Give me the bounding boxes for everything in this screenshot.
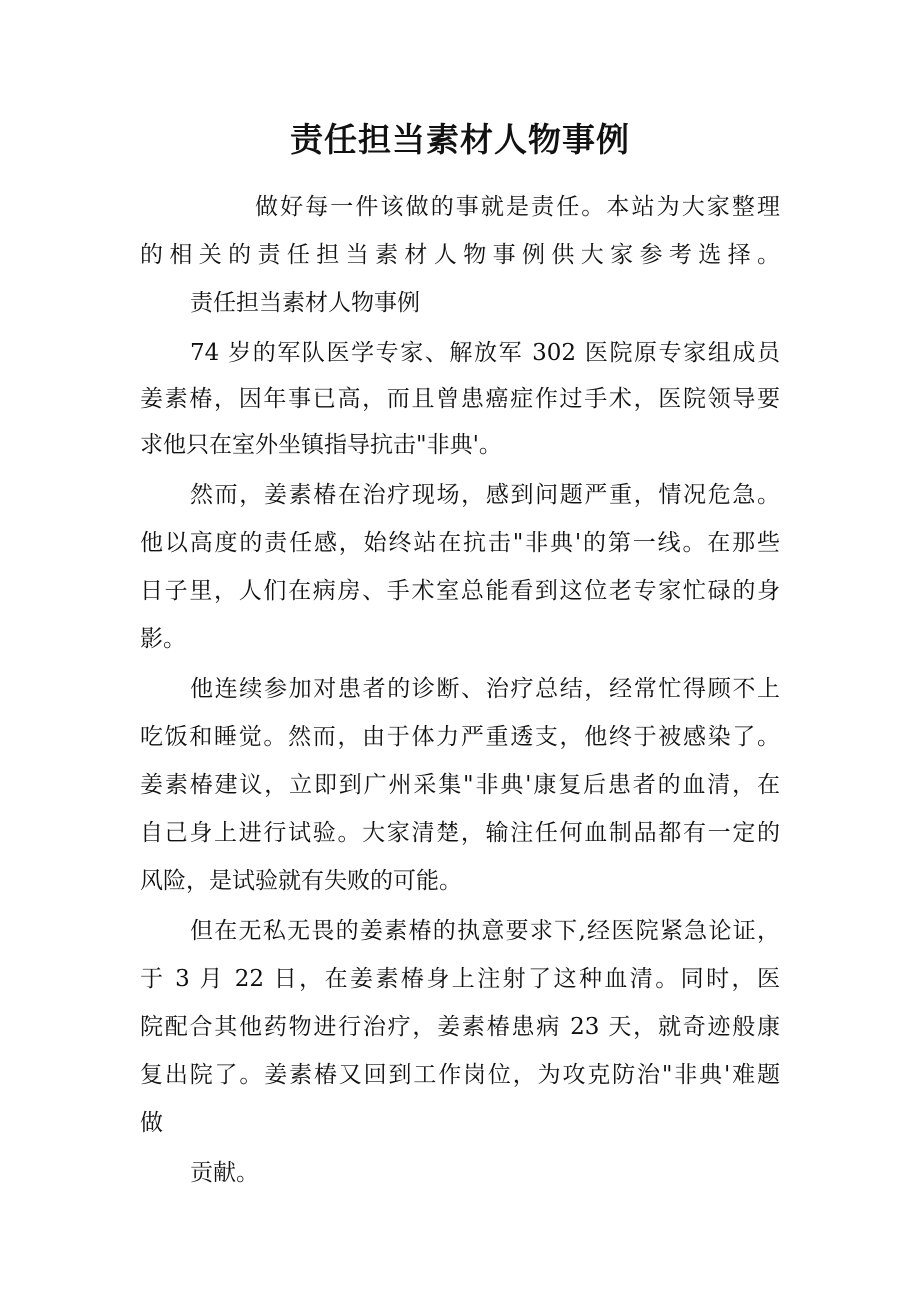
paragraph-line: 做 bbox=[140, 1110, 163, 1136]
paragraph-line: 贡献。 bbox=[190, 1160, 259, 1186]
paragraph-line: 但在无私无畏的姜素椿的执意要求下,经医院紧急论证， bbox=[190, 918, 780, 944]
paragraph-line: 的相关的责任担当素材人物事例供大家参考选择。 bbox=[140, 242, 780, 268]
paragraph-line: 吃饭和睡觉。然而，由于体力严重透支，他终于被感染了。 bbox=[140, 724, 780, 750]
paragraph-line: 风险，是试验就有失败的可能。 bbox=[140, 868, 462, 894]
paragraph-line: 复出院了。姜素椿又回到工作岗位，为攻克防治"非典'难题 bbox=[140, 1062, 780, 1088]
paragraph-line: 日子里，人们在病房、手术室总能看到这位老专家忙碌的身 bbox=[140, 578, 780, 604]
paragraph-line: 姜素椿建议，立即到广州采集"非典'康复后患者的血清，在 bbox=[140, 772, 780, 798]
paragraph-line: 影。 bbox=[140, 626, 186, 652]
paragraph-line: 74 岁的军队医学专家、解放军 302 医院原专家组成员 bbox=[190, 340, 780, 366]
paragraph-line: 姜素椿，因年事已高，而且曾患癌症作过手术，医院领导要 bbox=[140, 386, 780, 412]
paragraph-line: 他连续参加对患者的诊断、治疗总结，经常忙得顾不上 bbox=[190, 676, 780, 702]
paragraph-line: 做好每一件该做的事就是责任。本站为大家整理 bbox=[255, 194, 780, 220]
paragraph-line: 他以高度的责任感，始终站在抗击"非典'的第一线。在那些 bbox=[140, 530, 780, 556]
section-heading: 责任担当素材人物事例 bbox=[190, 290, 420, 316]
paragraph-line: 于 3 月 22 日，在姜素椿身上注射了这种血清。同时，医 bbox=[140, 966, 780, 992]
paragraph-line: 院配合其他药物进行治疗，姜素椿患病 23 天，就奇迹般康 bbox=[140, 1014, 780, 1040]
paragraph-line: 自己身上进行试验。大家清楚，输注任何血制品都有一定的 bbox=[140, 820, 780, 846]
paragraph-line: 求他只在室外坐镇指导抗击"非典'。 bbox=[140, 432, 502, 458]
paragraph-line: 然而，姜素椿在治疗现场，感到问题严重，情况危急。 bbox=[190, 482, 780, 508]
document-title: 责任担当素材人物事例 bbox=[290, 120, 630, 159]
